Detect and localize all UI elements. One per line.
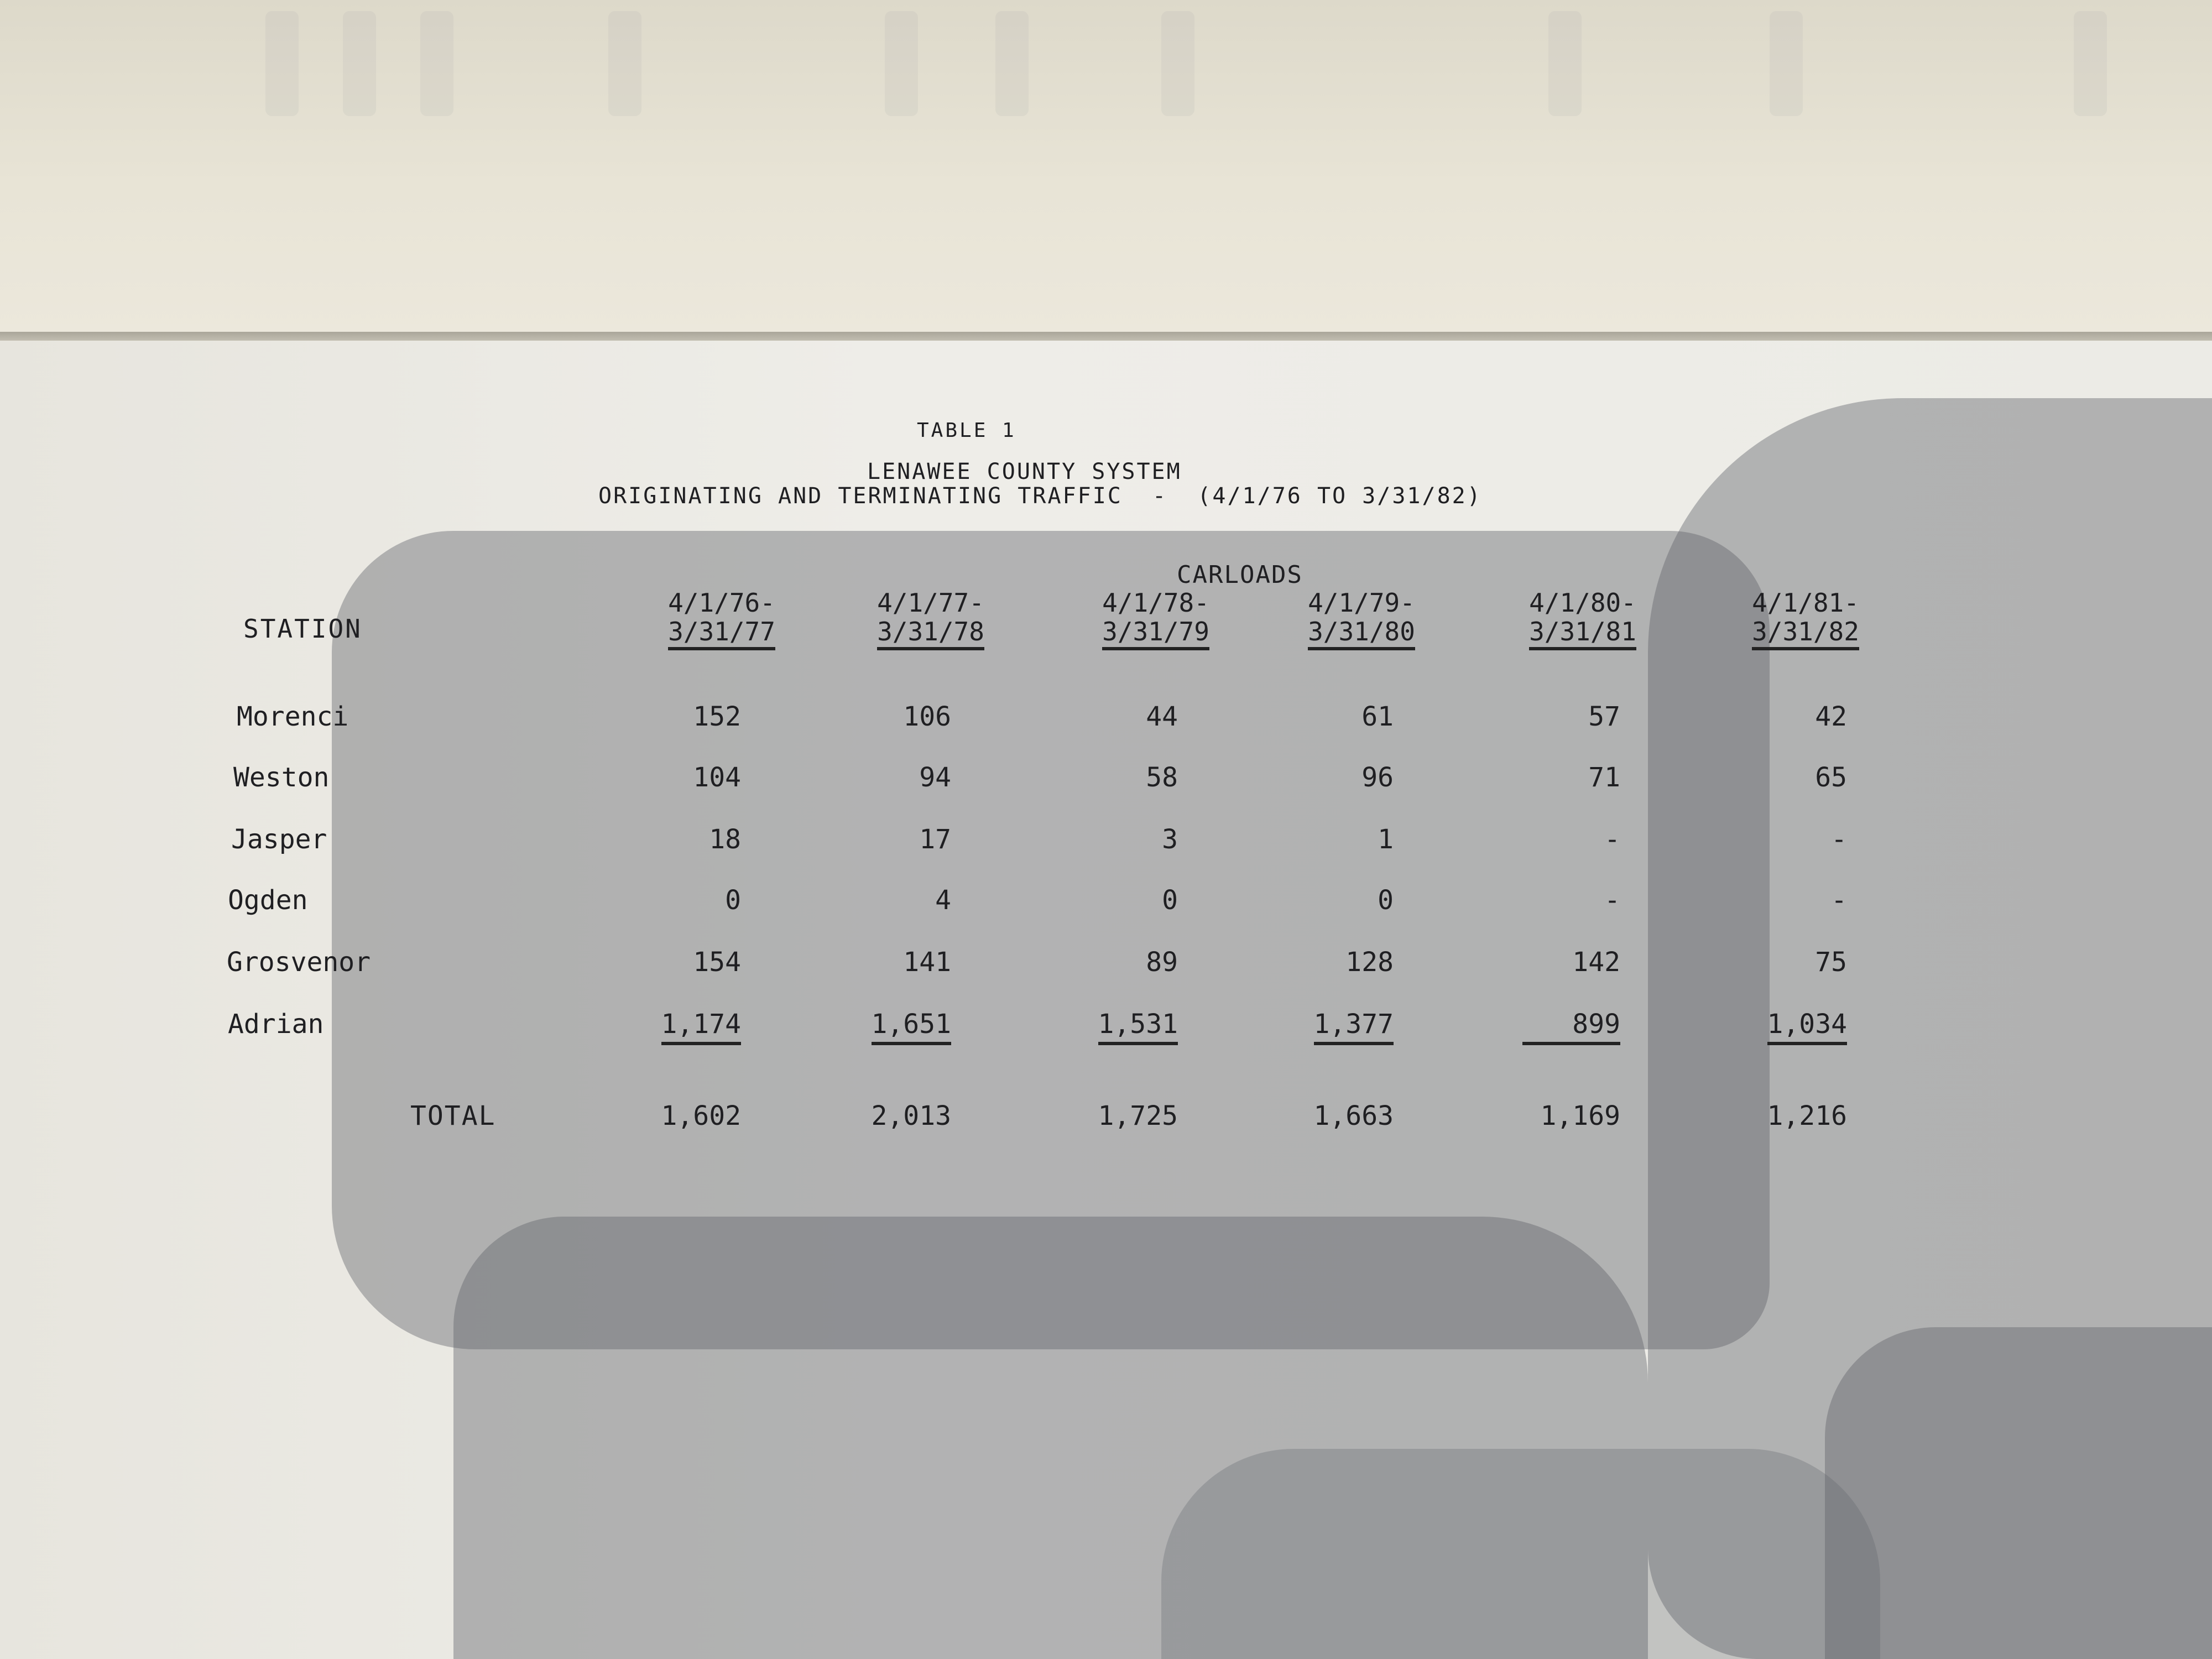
table-cell: 1,651 <box>807 1009 951 1045</box>
table-cell: 0 <box>1378 885 1394 916</box>
period-header <box>650 588 794 650</box>
total-cell: 1,216 <box>1767 1100 1847 1131</box>
station-name: Jasper <box>231 824 327 855</box>
period-start: 4/1/76- <box>668 588 775 618</box>
table-cell: 1,174 <box>597 1009 741 1045</box>
table-cell: 65 <box>1815 762 1847 793</box>
period-header <box>1511 588 1655 650</box>
table-cell: 18 <box>709 824 741 855</box>
table-subtitle: ORIGINATING AND TERMINATING TRAFFIC - (4/1/76 TO 3/31/82) <box>598 483 1482 509</box>
period-end: 3/31/77 <box>668 617 775 650</box>
table-cell: 96 <box>1361 762 1394 793</box>
table-label: TABLE 1 <box>917 419 1016 442</box>
period-end: 3/31/79 <box>1102 617 1209 650</box>
table-cell: 1,034 <box>1703 1009 1847 1045</box>
period-end: 3/31/78 <box>877 617 984 650</box>
table-cell: 1,531 <box>1034 1009 1178 1045</box>
table-cell: 71 <box>1588 762 1620 793</box>
total-cell: 1,169 <box>1540 1100 1620 1131</box>
table-cell: 61 <box>1361 701 1394 732</box>
system-name: LENAWEE COUNTY SYSTEM <box>867 459 1182 484</box>
total-label: TOTAL <box>410 1100 496 1131</box>
station-name: Ogden <box>228 885 308 916</box>
table-cell: 57 <box>1588 701 1620 732</box>
table-cell: 17 <box>919 824 951 855</box>
table-cell: 3 <box>1162 824 1178 855</box>
table-cell: 0 <box>1162 885 1178 916</box>
station-name: Adrian <box>228 1009 324 1040</box>
period-header <box>1290 588 1433 650</box>
table-cell: 141 <box>903 947 951 978</box>
table-cell: 1 <box>1378 824 1394 855</box>
table-cell: 44 <box>1146 701 1178 732</box>
period-end: 3/31/81 <box>1529 617 1636 650</box>
table-cell: 4 <box>935 885 951 916</box>
table-cell: 94 <box>919 762 951 793</box>
total-cell: 2,013 <box>871 1100 951 1131</box>
table-cell: 42 <box>1815 701 1847 732</box>
table-cell: - <box>1604 824 1620 855</box>
period-header <box>1734 588 1877 650</box>
table-cell: 154 <box>693 947 741 978</box>
period-start: 4/1/79- <box>1308 588 1415 618</box>
table-cell: 1,377 <box>1250 1009 1394 1045</box>
table-cell: 152 <box>693 701 741 732</box>
period-start: 4/1/78- <box>1102 588 1209 618</box>
period-end: 3/31/82 <box>1752 617 1859 650</box>
station-name: Weston <box>233 762 330 793</box>
station-header: STATION <box>243 614 362 644</box>
table-cell: 142 <box>1572 947 1620 978</box>
table-cell: 0 <box>725 885 741 916</box>
table-cell: - <box>1604 885 1620 916</box>
period-header <box>859 588 1003 650</box>
period-start: 4/1/77- <box>877 588 984 618</box>
table-cell: - <box>1831 885 1847 916</box>
table-cell: - <box>1831 824 1847 855</box>
table-cell: 58 <box>1146 762 1178 793</box>
total-cell: 1,663 <box>1313 1100 1394 1131</box>
period-start: 4/1/81- <box>1752 588 1859 618</box>
station-name: Grosvenor <box>227 947 371 978</box>
table-cell: 899 <box>1477 1009 1620 1045</box>
total-cell: 1,602 <box>661 1100 741 1131</box>
table-cell: 89 <box>1146 947 1178 978</box>
table-cell: 104 <box>693 762 741 793</box>
carloads-header: CARLOADS <box>1177 561 1303 589</box>
period-end: 3/31/80 <box>1308 617 1415 650</box>
period-start: 4/1/80- <box>1529 588 1636 618</box>
total-cell: 1,725 <box>1098 1100 1178 1131</box>
station-name: Morenci <box>237 701 349 732</box>
period-header <box>1084 588 1228 650</box>
table-cell: 106 <box>903 701 951 732</box>
table-cell: 128 <box>1345 947 1394 978</box>
table-cell: 75 <box>1815 947 1847 978</box>
